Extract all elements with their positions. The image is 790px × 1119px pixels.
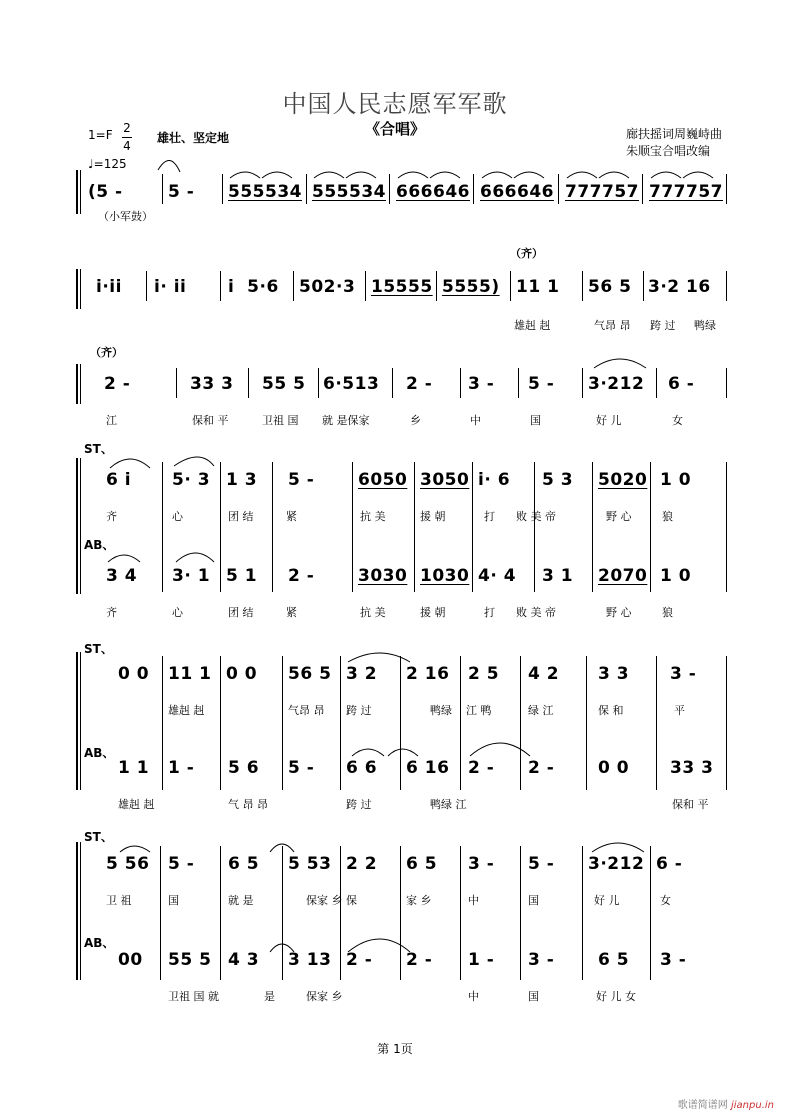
score-note: 6 16 (406, 758, 450, 778)
credit-arranger: 朱顺宝合唱改编 (626, 144, 711, 158)
score-note: 5 1 (226, 566, 258, 586)
score-note: 5 - (288, 470, 315, 490)
lyric: 跨 过 (650, 319, 676, 332)
lyric: 保 和 (598, 704, 624, 717)
score-note: 2 - (104, 374, 131, 394)
score-note: 666646 (396, 182, 470, 202)
lyric: 野 心 (606, 606, 632, 619)
watermark-text: 歌谱简谱网 (677, 1100, 728, 1111)
score-note: 2 - (406, 950, 433, 970)
score-note: 15555 (371, 277, 433, 297)
score-note: 5 56 (106, 854, 150, 874)
lyric: 国 (528, 990, 539, 1003)
part-label-st: ST、 (84, 830, 113, 844)
part-label-st: ST、 (84, 442, 113, 456)
score-note: 2 - (406, 374, 433, 394)
cue-unison: （齐） (510, 247, 543, 260)
lyric: 气 昂 昂 (228, 798, 268, 811)
lyric: 家 乡 (406, 894, 432, 907)
lyric: 中 (468, 990, 479, 1003)
lyric: 中 (468, 894, 479, 907)
score-note: 1 - (468, 950, 495, 970)
score-note: 6 i (106, 470, 132, 490)
score-note: 2070 (598, 566, 648, 586)
lyric: 女 (660, 894, 671, 907)
score-note: 11 1 (168, 664, 212, 684)
score-note: 5 6 (228, 758, 260, 778)
score-note: 5 - (528, 854, 555, 874)
lyric: 就 是 (228, 894, 254, 907)
score-note: 55 5 (168, 950, 212, 970)
lyric: 好 儿 (596, 414, 622, 427)
score-note: 3 - (660, 950, 687, 970)
lyric: 气昂 昂 (288, 704, 325, 717)
score-note: 777757 (565, 182, 639, 202)
lyric: 鸭绿 (694, 319, 716, 332)
score-note: i 5·6 (228, 277, 279, 297)
watermark-url: jianpu.in (730, 1100, 774, 1111)
score-note: 1030 (420, 566, 470, 586)
lyric: 狼 (662, 510, 673, 523)
score-note: 2 - (346, 950, 373, 970)
score-note: 502·3 (299, 277, 356, 297)
score-note: 56 5 (588, 277, 632, 297)
lyric: 绿 江 (528, 704, 554, 717)
site-watermark (678, 1096, 774, 1111)
key-signature: 1=F (88, 128, 113, 142)
score-note: 6 - (656, 854, 683, 874)
score-note: i· 6 (478, 470, 511, 490)
time-signature-top: 2 (123, 121, 131, 135)
time-signature-bottom: 4 (123, 139, 131, 153)
lyric: 气昂 昂 (594, 319, 631, 332)
score-note: 3 4 (106, 566, 138, 586)
lyric: 打 (484, 510, 495, 523)
lyric: 国 (168, 894, 179, 907)
score-note: 2 5 (468, 664, 500, 684)
score-note: 11 1 (516, 277, 560, 297)
score-note: 3 - (670, 664, 697, 684)
lyric: 援 朝 (420, 510, 446, 523)
score-note: i· ii (154, 277, 187, 297)
score-note: 2 2 (346, 854, 378, 874)
lyric: 齐 (106, 606, 117, 619)
score-note: 3 - (468, 854, 495, 874)
score-note: 3030 (358, 566, 408, 586)
lyric: 平 (674, 704, 685, 717)
score-note: 56 5 (288, 664, 332, 684)
lyric: 卫祖 国 就 (168, 990, 219, 1003)
score-note: 4 2 (528, 664, 560, 684)
lyric: 野 心 (606, 510, 632, 523)
score-note: 4 3 (228, 950, 260, 970)
score-note: 3 1 (542, 566, 574, 586)
score-note: 2 - (528, 758, 555, 778)
score-note: 6 5 (598, 950, 630, 970)
lyric: 打 (484, 606, 495, 619)
lyric: 抗 美 (360, 510, 386, 523)
lyric: 团 结 (228, 606, 254, 619)
score-note: 3·2 16 (648, 277, 711, 297)
score-note: 6 5 (228, 854, 260, 874)
score-note: 555534 (312, 182, 386, 202)
score-note: 666646 (480, 182, 554, 202)
lyric: 保和 平 (192, 414, 229, 427)
score-note: 5020 (598, 470, 648, 490)
lyric: 中 (470, 414, 481, 427)
score-note: 1 - (168, 758, 195, 778)
lyric: 团 结 (228, 510, 254, 523)
lyric: 是 (264, 990, 275, 1003)
score-note: 3 3 (598, 664, 630, 684)
score-note: 5 - (528, 374, 555, 394)
lyric: 紧 (286, 606, 297, 619)
score-note: 1 1 (118, 758, 150, 778)
score-note: 3 - (528, 950, 555, 970)
score-note: 1 3 (226, 470, 258, 490)
score-note: 5 3 (542, 470, 574, 490)
score-note: 3·212 (588, 374, 645, 394)
lyric: 保家 乡 (306, 990, 343, 1003)
lyric: 保和 平 (672, 798, 709, 811)
score-note: 2 - (288, 566, 315, 586)
lyric: 心 (172, 606, 183, 619)
part-label-ab: AB、 (84, 538, 115, 552)
lyric: 败 美 帝 (516, 606, 556, 619)
lyric: 紧 (286, 510, 297, 523)
score-note: 1 0 (660, 566, 692, 586)
lyric: 国 (530, 414, 541, 427)
tempo-mark: ♩=125 (88, 157, 127, 171)
score-note: 33 3 (190, 374, 234, 394)
song-title: 中国人民志愿军军歌 (282, 90, 508, 118)
score-note: 2 - (468, 758, 495, 778)
score-note: 5 - (288, 758, 315, 778)
lyric: 鸭绿 江 (430, 798, 467, 811)
score-note: 6 5 (406, 854, 438, 874)
part-label-ab: AB、 (84, 936, 115, 950)
score-note: 1 0 (660, 470, 692, 490)
score-note: 0 0 (598, 758, 630, 778)
score-note: 5 - (168, 182, 195, 202)
score-note: 3 - (468, 374, 495, 394)
score-note: 33 3 (670, 758, 714, 778)
lyric: 鸭绿 (430, 704, 452, 717)
lyric: 雄赳 赳 (118, 798, 155, 811)
lyric: 好 儿 女 (596, 990, 636, 1003)
score-note: 6 - (668, 374, 695, 394)
score-note: 6·513 (323, 374, 380, 394)
score-note: (5 - (88, 182, 123, 202)
score-note: 5 53 (288, 854, 332, 874)
lyric: 雄赳 赳 (514, 319, 551, 332)
lyric: 跨 过 (346, 704, 372, 717)
score-note: 3 13 (288, 950, 332, 970)
credit-lyricist-composer: 廊扶摇词周巍峙曲 (626, 127, 723, 141)
lyric: 就 是保家 (322, 414, 370, 427)
lyric: 乡 (410, 414, 421, 427)
lyric: 齐 (106, 510, 117, 523)
tempo-word: 雄壮、坚定地 (157, 131, 230, 145)
score-note: 55 5 (262, 374, 306, 394)
score-note: 555534 (228, 182, 302, 202)
lyric: 抗 美 (360, 606, 386, 619)
score-note: 5· 3 (172, 470, 211, 490)
score-note: 3· 1 (172, 566, 211, 586)
lyric: 国 (528, 894, 539, 907)
score-note: i·ii (96, 277, 122, 297)
lyric: 好 儿 (594, 894, 620, 907)
lyric: 援 朝 (420, 606, 446, 619)
score-note: 0 0 (118, 664, 150, 684)
lyric: 江 鸭 (466, 704, 492, 717)
lyric: 狼 (662, 606, 673, 619)
score-note: 00 (118, 950, 143, 970)
lyric: 心 (172, 510, 183, 523)
lyric: 江 (106, 414, 117, 427)
score-note: 2 16 (406, 664, 450, 684)
lyric: 败 美 帝 (516, 510, 556, 523)
score-note: 5555) (442, 277, 500, 297)
lyric: 卫祖 国 (262, 414, 299, 427)
score-note: 3 2 (346, 664, 378, 684)
score-note: 6050 (358, 470, 408, 490)
lyric: 跨 过 (346, 798, 372, 811)
score-note: 6 6 (346, 758, 378, 778)
part-label-ab: AB、 (84, 746, 115, 760)
drum-label: （小军鼓） (98, 210, 153, 223)
score-note: 4· 4 (478, 566, 517, 586)
part-label-st: ST、 (84, 642, 113, 656)
lyric: 卫 祖 (106, 894, 132, 907)
lyric: 雄赳 赳 (168, 704, 205, 717)
song-subtitle: 《合唱》 (364, 120, 425, 138)
lyric: 保家 乡 保 (306, 894, 357, 907)
cue-unison: （齐） (90, 346, 123, 359)
lyric: 女 (672, 414, 683, 427)
score-note: 0 0 (226, 664, 258, 684)
score-note: 777757 (649, 182, 723, 202)
score-note: 3050 (420, 470, 470, 490)
page-number: 第 1页 (377, 1042, 413, 1056)
score-note: 5 - (168, 854, 195, 874)
score-note: 3·212 (588, 854, 645, 874)
